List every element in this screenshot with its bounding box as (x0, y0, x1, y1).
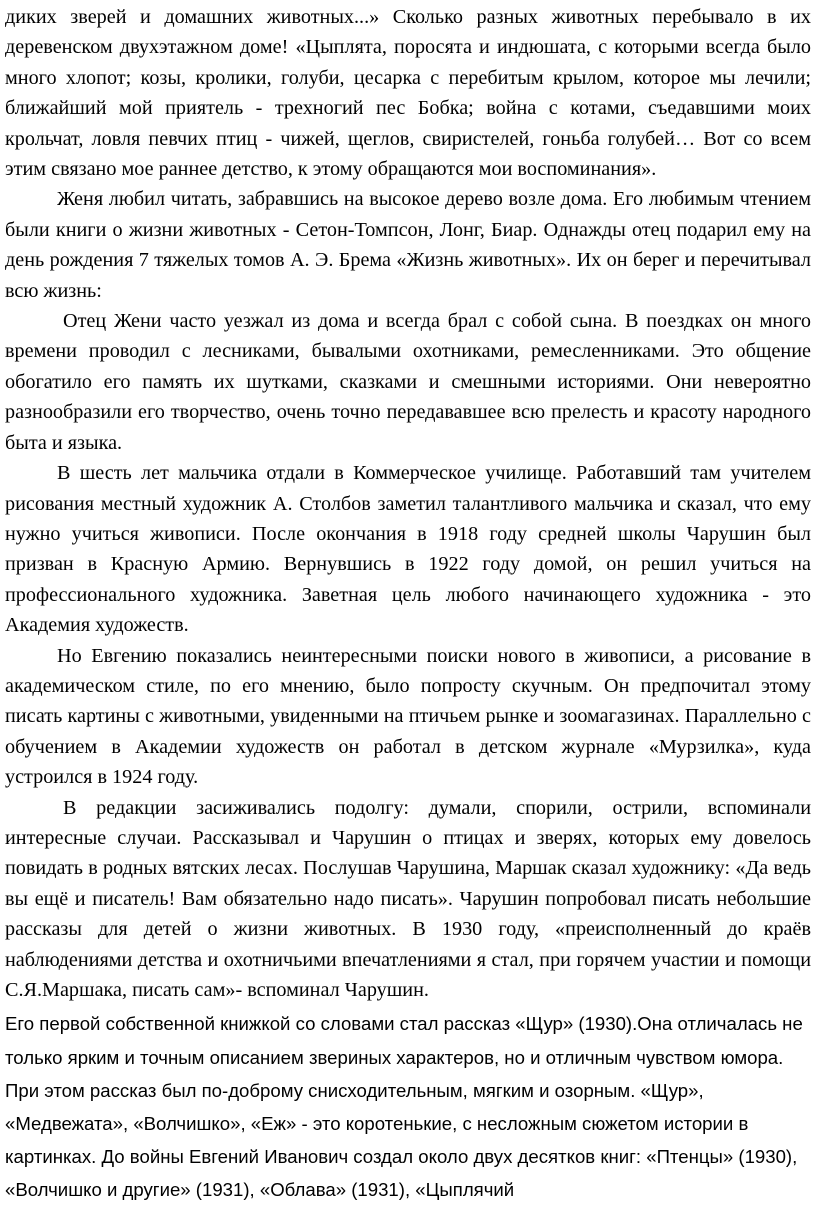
paragraph-5: Но Евгению показались неинтересными поиски нового в живописи, а рисование в академическом стиле, по его мнению, было попросту скучным. Он предпочитал этому писать картины с животными, увиденными на птичьем рынке и зоомагазинах. Параллельно с обучением в Академии художеств он работал в детском журнале «Мурзилка», куда устроился в 1924 году. (5, 644, 811, 789)
paragraph-1: диких зверей и домашних животных...» Сколько разных животных перебывало в их деревенском двухэтажном доме! «Цыплята, поросята и индюшата, с которыми всегда было много хлопот; козы, кролики, голуби, цесарка с перебитым крылом, которое мы лечили; ближайший мой приятель - трехногий пес Бобка; война с котами, съедавшими моих крольчат, ловля певчих птиц - чижей, щеглов, свиристелей, гоньба голубей… Вот со всем этим связано мое раннее детство, к этому обращаются мои воспоминания». (5, 6, 811, 181)
paragraph-7: Его первой собственной книжкой со словами стал рассказ «Щур» (1930).Она отличалась не только ярким и точным описанием звериных характеров, но и отличным чувством юмора. При этом рассказ был по-доброму снисходительным, мягким и озорным. «Щур», «Медвежата», «Волчишко», «Еж» - это коротенькие, с несложным сюжетом истории в картинках. До войны Евгений Иванович создал около двух десятков книг: «Птенцы» (1930), «Волчишко и другие» (1931), «Облава» (1931), «Цыплячий (5, 1013, 803, 1201)
paragraph-4: В шесть лет мальчика отдали в Коммерческое училище. Работавший там учителем рисования местный художник А. Столбов заметил талантливого мальчика и сказал, что ему нужно учиться живописи. После окончания в 1918 году средней школы Чарушин был призван в Красную Армию. Вернувшись в 1922 году домой, он решил учиться на профессионального художника. Заветная цель любого начинающего художника - это Академия художеств. (5, 462, 811, 637)
paragraph-2: Женя любил читать, забравшись на высокое дерево возле дома. Его любимым чтением были книги о жизни животных - Сетон-Томпсон, Лонг, Биар. Однажды отец подарил ему на день рождения 7 тяжелых томов А. Э. Брема «Жизнь животных». Их он берег и перечитывал всю жизнь: (5, 188, 811, 302)
paragraph-3: Отец Жени часто уезжал из дома и всегда брал с собой сына. В поездках он много времени проводил с лесниками, бывалыми охотниками, ремесленниками. Это общение обогатило его память их шутками, сказками и смешными историями. Они невероятно разнообразили его творчество, очень точно передававшее всю прелесть и красоту народного быта и языка. (5, 310, 811, 454)
paragraph-6: В редакции засиживались подолгу: думали, спорили, острили, вспоминали интересные случаи. Рассказывал и Чарушин о птицах и зверях, которых ему довелось повидать в родных вятских лесах. Послушав Чарушина, Маршак сказал художнику: «Да ведь вы ещё и писатель! Вам обязательно надо писать». Чарушин попробовал писать небольшие рассказы для детей о жизни животных. В 1930 году, «преисполненный до краёв наблюдениями детства и охотничьими впечатлениями я стал, при горячем участии и помощи С.Я.Маршака, писать сам»- вспоминал Чарушин. (5, 796, 811, 1001)
